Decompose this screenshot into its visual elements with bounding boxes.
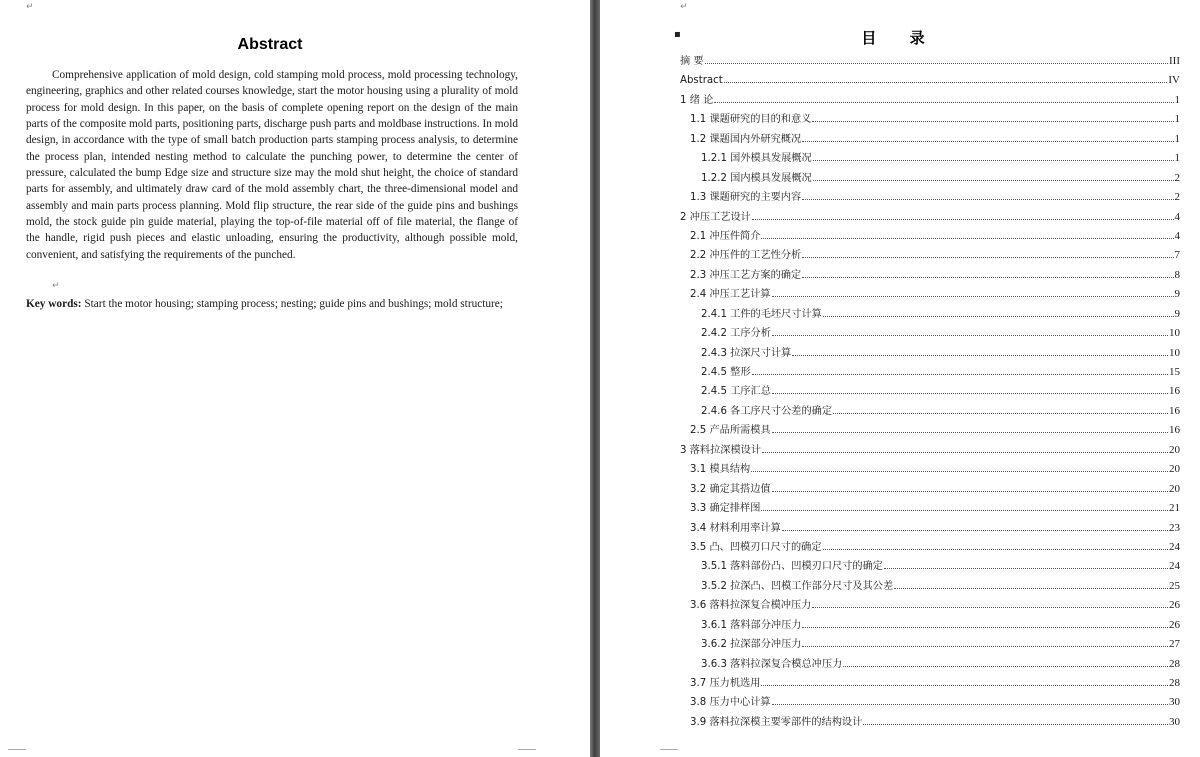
paragraph-mark: ↵ [26,2,34,12]
toc-entry-label: 3.3 确定排样图 [690,503,761,515]
keywords-paragraph [26,296,518,312]
toc-entry-label: 3.6.2 拉深部分冲压力 [701,639,802,651]
toc-entry-page: 21 [1169,502,1180,515]
toc-entry-page: 20 [1169,463,1180,476]
toc-entry[interactable] [680,227,1180,246]
toc-entry[interactable] [680,71,1180,90]
toc-entry[interactable] [680,52,1180,71]
toc-entry-page: 20 [1169,482,1180,495]
toc-entry[interactable] [680,441,1180,460]
toc-entry-label: 1.1 课题研究的目的和意义 [690,114,812,126]
toc-entry-label: 2.5 产品所需模具 [690,425,771,437]
toc-entry-label: 3.6.1 落料部分冲压力 [701,619,802,631]
toc-entry-page: 1 [1174,113,1180,126]
toc-entry-label: 2.1 冲压件简介 [690,230,761,242]
toc-entry-label: 2.4.5 工序汇总 [701,386,771,398]
toc-leader-dots [714,101,1173,103]
toc-leader-dots [802,645,1168,647]
toc-entry[interactable] [680,693,1180,712]
toc-leader-dots [752,373,1168,375]
toc-leader-dots [813,159,1174,161]
toc-leader-dots [812,606,1168,608]
toc-entry[interactable] [680,266,1180,285]
toc-entry-page: 20 [1169,443,1180,456]
toc-entry-label: 2.3 冲压工艺方案的确定 [690,269,802,281]
toc-entry[interactable] [680,616,1180,635]
toc-entry-label: 3.5.2 拉深凸、凹模工作部分尺寸及其公差 [701,580,894,592]
toc-entry-label: 2.4.1 工件的毛坯尺寸计算 [701,308,822,320]
toc-entry-page: 9 [1174,288,1180,301]
toc-entry[interactable] [680,382,1180,401]
toc-entry-page: 25 [1169,579,1180,592]
toc-entry[interactable] [680,344,1180,363]
toc-leader-dots [761,237,1173,239]
toc-entry-page: 23 [1169,521,1180,534]
toc-entry-page: 24 [1169,560,1180,573]
paragraph-mark: ↵ [52,281,60,291]
toc-entry[interactable] [680,169,1180,188]
toc-entry-label: 3 落料拉深模设计 [680,444,762,456]
toc-entry-page: 10 [1169,327,1180,340]
toc-leader-dots [752,218,1174,220]
toc-entry-page: 15 [1169,366,1180,378]
toc-entry-page: 10 [1169,346,1180,359]
toc-entry-page: 26 [1169,599,1180,612]
toc-leader-dots [761,509,1168,511]
toc-entry-page: 30 [1169,715,1180,728]
toc-leader-dots [802,140,1173,142]
toc-entry[interactable] [680,130,1180,149]
toc-leader-dots [772,490,1168,492]
toc-leader-dots [813,179,1174,181]
toc-leader-dots [761,684,1168,686]
toc-entry-page: 9 [1174,307,1180,320]
toc-entry-label: 摘 要 [680,56,704,67]
toc-entry-label: 3.4 材料利用率计算 [690,522,781,534]
page-corner-mark [518,749,536,750]
toc-page [600,0,1200,757]
toc-entry[interactable] [680,188,1180,207]
toc-title: 目 录 [861,29,939,47]
toc-entry-label: 2.4.6 各工序尺寸公差的确定 [701,405,833,417]
toc-entry-page: 2 [1174,171,1180,184]
toc-entry-label: 3.5.1 落料部份凸、凹模刃口尺寸的确定 [701,561,883,573]
toc-entry-page: 28 [1169,677,1180,689]
toc-entry-page: 1 [1174,93,1180,106]
toc-entry-label: 3.6 落料拉深复合模冲压力 [690,600,812,612]
toc-entry-label: 2.4.2 工序分析 [701,328,771,340]
toc-entry-label: 1.2.1 国外模具发展概况 [701,153,812,165]
toc-leader-dots [802,198,1173,200]
toc-leader-dots [762,451,1168,453]
toc-entry-page: 24 [1169,540,1180,553]
toc-entry-page: III [1169,55,1180,67]
toc-entry-page: 2 [1174,191,1180,204]
toc-entry-label: 3.8 压力中心计算 [690,697,771,709]
toc-entry-page: IV [1168,74,1180,87]
toc-list [680,52,1180,732]
toc-leader-dots [812,120,1173,122]
toc-entry-label: 3.7 压力机选用 [690,678,761,689]
toc-entry[interactable] [680,635,1180,654]
toc-leader-dots [863,723,1168,725]
toc-entry[interactable] [680,363,1180,382]
keywords-label: Key words: [26,298,82,310]
toc-entry-page: 8 [1174,268,1180,281]
toc-leader-dots [772,392,1168,394]
toc-entry-page: 30 [1169,696,1180,709]
toc-entry-label: 2 冲压工艺设计 [680,211,751,223]
toc-entry-page: 27 [1169,638,1180,651]
toc-entry-label: 2.2 冲压件的工艺性分析 [690,250,802,262]
toc-entry[interactable] [680,674,1180,693]
toc-entry-label: 1 绪 论 [680,94,714,106]
toc-leader-dots [772,334,1168,336]
toc-leader-dots [772,703,1168,705]
toc-entry[interactable] [680,538,1180,557]
toc-entry-page: 1 [1174,152,1180,165]
toc-entry-label: 3.5 凸、凹模刃口尺寸的确定 [690,541,822,553]
toc-entry-page: 16 [1169,404,1180,417]
page-gutter [590,0,600,757]
toc-entry-page: 26 [1169,618,1180,631]
toc-leader-dots [772,295,1174,297]
toc-leader-dots [802,256,1173,258]
toc-entry-page: 28 [1169,657,1180,670]
toc-entry-label: 3.2 确定其搭边值 [690,483,771,495]
toc-entry[interactable] [680,246,1180,265]
toc-entry-label: 1.3 课题研究的主要内容 [690,192,802,204]
toc-entry[interactable] [680,402,1180,421]
toc-entry-label: 3.1 模具结构 [690,464,751,476]
toc-entry-label: Abstract [680,75,723,87]
toc-entry-label: 2.4.3 拉深尺寸计算 [701,347,792,359]
toc-entry-label: 3.6.3 落料拉深复合模总冲压力 [701,658,843,670]
toc-leader-dots [823,548,1168,550]
bullet-mark: ▪ [674,29,681,40]
toc-entry-label: 1.2.2 国内模具发展概况 [701,172,812,184]
toc-entry[interactable] [680,655,1180,674]
toc-entry[interactable] [680,596,1180,615]
toc-entry[interactable] [680,460,1180,479]
page-corner-mark [8,749,26,750]
toc-leader-dots [751,470,1168,472]
toc-leader-dots [833,412,1168,414]
toc-entry[interactable] [680,557,1180,576]
toc-entry[interactable] [680,149,1180,168]
toc-leader-dots [772,431,1168,433]
toc-entry-label: 3.9 落料拉深模主要零部件的结构设计 [690,716,863,728]
toc-leader-dots [792,354,1168,356]
toc-entry[interactable] [680,421,1180,440]
toc-entry-page: 1 [1174,132,1180,145]
toc-entry[interactable] [680,577,1180,596]
toc-entry-page: 16 [1169,385,1180,398]
toc-entry-label: 2.4 冲压工艺计算 [690,289,771,301]
keywords-text: Start the motor housing; stamping process; nesting; guide pins and bushings; mold structure; [84,298,503,310]
toc-leader-dots [843,665,1168,667]
toc-entry[interactable] [680,208,1180,227]
toc-leader-dots [705,62,1168,64]
toc-entry[interactable] [680,91,1180,110]
toc-entry[interactable] [680,519,1180,538]
abstract-page [0,0,590,757]
toc-leader-dots [802,626,1168,628]
toc-entry[interactable] [680,305,1180,324]
abstract-title: Abstract [237,36,303,53]
toc-entry[interactable] [680,713,1180,732]
toc-leader-dots [894,587,1168,589]
toc-entry[interactable] [680,285,1180,304]
toc-entry[interactable] [680,480,1180,499]
abstract-body: Comprehensive application of mold design, cold stamping mold process, mold processing technology, engineering, graphics and other related courses knowledge, start the motor housing using a plurality of mold process for mold design. In this paper, on the basis of complete opening report on the design of the main parts of the composite mold parts, positioning parts, discharge push parts and moldbase instructions. In mold design, in accordance with the type of small batch production parts stamping process analysis, to determine the process plan, intended nesting method to calculate the punching power, to determine the center of pressure, calculated the bump Edge size and structure size may the mold shut height, the choice of standard parts for assembly, and ultimately draw card of the mold assembly chart, the three-dimensional model and assembly and main parts process planning. Mold flip structure, the rear side of the guide pins and bushings mold, the stock guide pin guide material, playing the top-of-file material off of file material, the flange of the handle, rigid push pieces and elastic unloading, ensuring the productivity, although possible mold, convenient, and satisfying the requirements of the punched. [26,69,518,261]
toc-entry-label: 2.4.5 整形 [701,367,751,378]
toc-entry-page: 7 [1174,249,1180,262]
toc-leader-dots [724,81,1168,83]
paragraph-mark: ↵ [680,2,688,12]
toc-entry-page: 4 [1174,210,1180,223]
toc-entry[interactable] [680,324,1180,343]
toc-entry-page: 16 [1169,424,1180,437]
page-corner-mark [660,749,678,750]
toc-entry-label: 1.2 课题国内外研究概况 [690,133,802,145]
toc-entry[interactable] [680,110,1180,129]
toc-leader-dots [823,315,1174,317]
toc-leader-dots [782,529,1168,531]
toc-leader-dots [802,276,1173,278]
toc-leader-dots [884,567,1168,569]
toc-entry-page: 4 [1174,229,1180,242]
toc-entry[interactable] [680,499,1180,518]
